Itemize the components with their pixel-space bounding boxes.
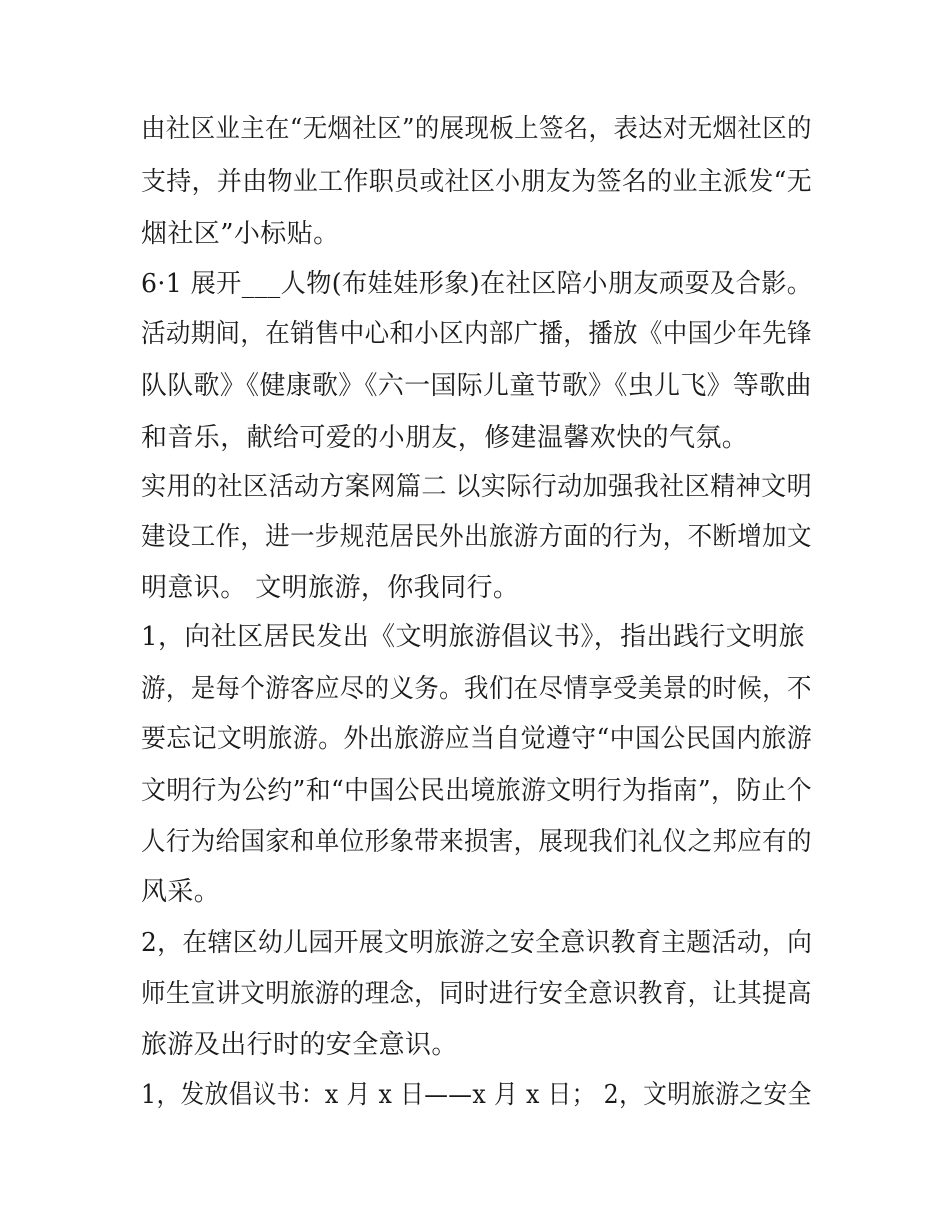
text-line: 和音乐，献给可爱的小朋友，修建温馨欢快的气氛。 <box>141 423 749 453</box>
text-line: 队队歌》《健康歌》《六一国际儿童节歌》《虫儿飞》等歌曲 <box>141 371 812 401</box>
text-line: 人行为给国家和单位形象带来损害，展现我们礼仪之邦应有的 <box>141 827 812 857</box>
text-line: 由社区业主在“无烟社区”的展现板上签名，表达对无烟社区的 <box>141 114 812 144</box>
text-line: 文明行为公约”和“中国公民出境旅游文明行为指南”，防止个 <box>141 776 813 806</box>
text-line: 建设工作，进一步规范居民外出旅游方面的行为，不断增加文 <box>141 522 812 552</box>
text-line: 师生宣讲文明旅游的理念，同时进行安全意识教育，让其提高 <box>141 979 812 1009</box>
text-line: 旅游及出行时的安全意识。 <box>141 1030 458 1060</box>
text-line: 6·1 展开___人物(布娃娃形象)在社区陪小朋友顽耍及合影。 <box>141 269 813 299</box>
text-line: 1，向社区居民发出《文明旅游倡议书》，指出践行文明旅 <box>141 622 805 652</box>
text-line: 要忘记文明旅游。外出旅游应当自觉遵守“中国公民国内旅游 <box>141 724 813 754</box>
text-line: 2，在辖区幼儿园开展文明旅游之安全意识教育主题活动，向 <box>141 928 813 958</box>
text-line: 支持，并由物业工作职员或社区小朋友为签名的业主派发“无 <box>141 167 813 197</box>
text-line: 烟社区”小标贴。 <box>141 219 340 249</box>
text-line: 1，发放倡议书：x 月 x 日——x 月 x 日； 2，文明旅游之安全 <box>141 1080 812 1110</box>
text-line: 活动期间，在销售中心和小区内部广播，播放《中国少年先锋 <box>141 319 812 349</box>
text-line: 游，是每个游客应尽的义务。我们在尽情享受美景的时候，不 <box>141 674 812 704</box>
text-line: 实用的社区活动方案网篇二 以实际行动加强我社区精神文明 <box>141 472 813 502</box>
text-line: 风采。 <box>141 877 221 907</box>
text-line: 明意识。 文明旅游，你我同行。 <box>141 573 520 603</box>
